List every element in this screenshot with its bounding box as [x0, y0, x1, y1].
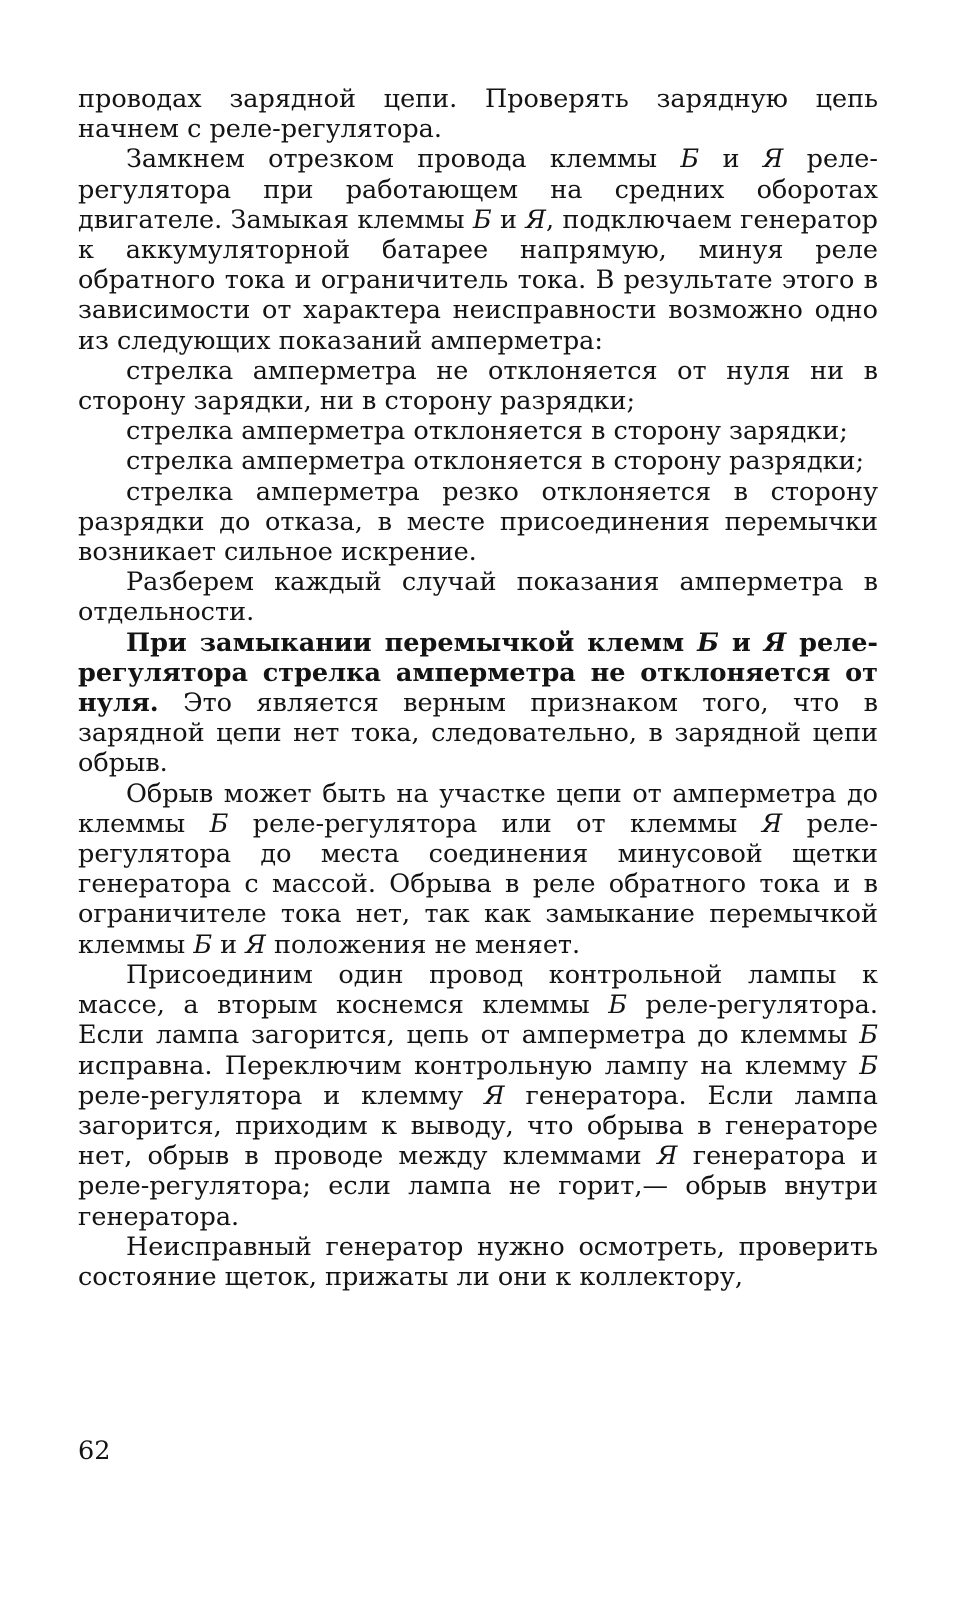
text-segment: Я: [762, 144, 784, 175]
text-segment: реле-регулятора. Если лампа загорится, цепь от амперметра до клеммы: [78, 990, 878, 1051]
text-segment: Я: [525, 204, 546, 235]
text-segment: Б: [193, 929, 213, 960]
text-segment: Б: [859, 1050, 878, 1081]
text-segment: Обрыв может быть на участке цепи от амперметра до клеммы: [78, 778, 878, 839]
text-segment: , подключаем генератор к аккумуляторной батарее напрямую, минуя реле обратного тока и ограничитель тока. В результате этого в зависимости от характера неисправности возможно одно из следующих показаний амперметра:: [78, 204, 878, 356]
text-segment: Б: [697, 627, 719, 658]
text-segment: реле-регулятора стрелка амперметра не отклоняется от нуля.: [78, 627, 879, 719]
text-segment: стрелка амперметра отклоняется в сторону разрядки;: [126, 446, 865, 477]
text-segment: положения не меняет.: [265, 929, 581, 960]
text-segment: реле-регулятора при работающем на средних оборотах двигателе. Замыкая клеммы: [78, 144, 878, 235]
text-segment: Б: [859, 1020, 878, 1051]
text-segment: Это является верным признаком того, что в зарядной цепи нет тока, следовательно, в зарядной цепи обрыв.: [78, 688, 878, 779]
text-segment: Б: [680, 144, 700, 175]
text-segment: реле-регулятора до места соединения минусовой щетки генератора с массой. Обрыва в реле обратного тока и в ограничителе тока нет, так как замыкание перемычкой клеммы: [78, 808, 878, 960]
text-segment: стрелка амперметра не отклоняется от нуля ни в сторону зарядки, ни в сторону разрядки;: [78, 355, 878, 417]
text-segment: генератора. Если лампа загорится, приходим к выводу, что обрыва в генераторе нет, обрыв в проводе между клеммами: [78, 1080, 878, 1172]
text-segment: Неисправный генератор нужно осмотреть, проверить состояние щеток, прижаты ли они к коллектору,: [78, 1231, 878, 1292]
text-segment: генератора и реле-регулятора; если лампа не горит,— обрыв внутри генератора.: [78, 1141, 878, 1232]
text-segment: При замыкании перемычкой клемм: [126, 627, 698, 658]
paragraph-p5: [78, 477, 878, 568]
paragraph-p10: [78, 1232, 878, 1292]
paragraph-p8: [78, 779, 878, 960]
page-number: 62: [78, 1436, 111, 1466]
paragraph-p6: [78, 567, 878, 627]
bold-segment: [764, 628, 787, 658]
text-segment: реле-регулятора или от клеммы: [228, 808, 762, 839]
text-segment: реле-регулятора и клемму: [78, 1080, 484, 1111]
bold-segment: [697, 628, 719, 658]
text-segment: проводах зарядной цепи. Проверять зарядную цепь начнем с реле-регулятора.: [78, 84, 878, 145]
text-segment: и: [699, 144, 763, 175]
text-segment: стрелка амперметра отклоняется в сторону зарядки;: [126, 416, 848, 447]
paragraph-p4: [78, 446, 878, 476]
paragraph-p1: [78, 144, 878, 355]
paragraph-p0: [78, 84, 878, 144]
paragraph-p2: [78, 356, 878, 416]
paragraph-p9: [78, 960, 878, 1232]
text-segment: и: [718, 627, 764, 658]
text-segment: Я: [761, 808, 783, 839]
paragraph-p3: [78, 416, 878, 446]
paragraph-p7: [78, 628, 878, 779]
text-segment: Б: [472, 204, 492, 235]
text-segment: Присоединим один провод контрольной лампы к массе, а вторым коснемся клеммы: [78, 959, 878, 1021]
text-segment: Я: [763, 627, 787, 658]
text-segment: Разберем каждый случай показания амперметра в отдельности.: [78, 567, 878, 628]
text-segment: Я: [656, 1141, 678, 1172]
text-segment: Замкнем отрезком провода клеммы: [126, 144, 681, 175]
text-segment: и: [212, 929, 246, 960]
page-body: [78, 84, 878, 1292]
text-segment: исправна. Переключим контрольную лампу на клемму: [78, 1050, 860, 1081]
text-segment: Я: [245, 929, 266, 960]
text-segment: Б: [209, 808, 229, 839]
text-segment: и: [491, 204, 526, 235]
text-segment: Б: [608, 990, 627, 1021]
text-segment: стрелка амперметра резко отклоняется в сторону разрядки до отказа, в месте присоединения перемычки возникает сильное искрение.: [78, 476, 878, 568]
text-segment: Я: [483, 1080, 505, 1111]
